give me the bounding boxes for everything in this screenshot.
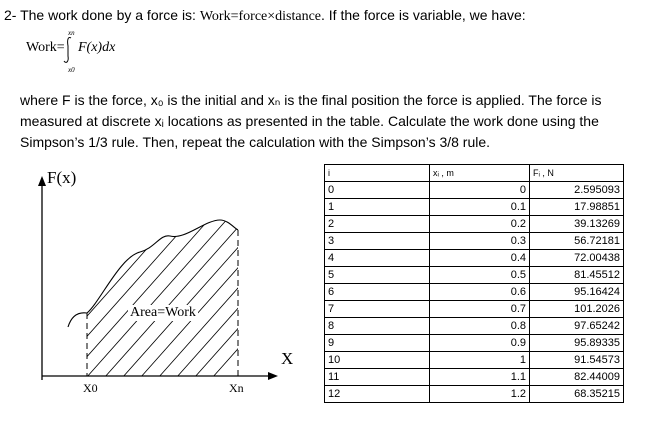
cell-x: 0.8 — [430, 318, 530, 335]
table-row — [325, 267, 624, 284]
table-row — [325, 199, 624, 216]
cell-i: 8 — [325, 318, 430, 335]
cell-x: 0.4 — [430, 250, 530, 267]
work-formula-inline: Work=force×distance — [199, 9, 322, 24]
cell-x: 0.2 — [430, 216, 530, 233]
x0-label: X0 — [83, 381, 98, 395]
cell-i: 9 — [325, 335, 430, 352]
cell-f: 82.44009 — [530, 369, 624, 386]
table-row — [325, 386, 624, 403]
problem-description: where F is the force, x₀ is the initial and xₙ is the final position the force is applied. The force is measured at discrete xᵢ locations as presented in the table. Calculate the work done using the Simpson’s 1/3 rule. Then, repeat the calculation with the Simpson’s 3/8 rule. — [20, 92, 602, 150]
y-axis-arrow-icon — [38, 176, 46, 186]
cell-i: 6 — [325, 284, 430, 301]
formula-lower-limit: x0 — [68, 66, 75, 74]
formula-lhs: Work= — [26, 40, 65, 55]
cell-f: 91.54573 — [530, 352, 624, 369]
cell-f: 101.2026 — [530, 301, 624, 318]
header-x: xᵢ , m — [430, 165, 530, 182]
cell-x: 0.3 — [430, 233, 530, 250]
area-label: Area=Work — [130, 305, 196, 320]
table-row — [325, 352, 624, 369]
table-row — [325, 233, 624, 250]
problem-lead: 2- The work done by a force is: — [4, 7, 200, 23]
cell-x: 1.2 — [430, 386, 530, 403]
cell-f: 56.72181 — [530, 233, 624, 250]
cell-x: 1.1 — [430, 369, 530, 386]
problem-statement — [4, 7, 526, 25]
cell-i: 7 — [325, 301, 430, 318]
cell-i: 0 — [325, 182, 430, 199]
cell-x: 0.7 — [430, 301, 530, 318]
table-row — [325, 216, 624, 233]
table-row — [325, 369, 624, 386]
cell-x: 0.6 — [430, 284, 530, 301]
cell-f: 2.595093 — [530, 182, 624, 199]
cell-f: 17.98851 — [530, 199, 624, 216]
cell-f: 72.00438 — [530, 250, 624, 267]
cell-i: 3 — [325, 233, 430, 250]
x-axis-label: X — [281, 349, 294, 368]
cell-i: 12 — [325, 386, 430, 403]
y-axis-label: F(x) — [47, 168, 77, 187]
integral-formula — [26, 28, 156, 78]
table-row — [325, 318, 624, 335]
table-header-row — [325, 165, 624, 182]
table-row — [325, 250, 624, 267]
table-body — [325, 182, 624, 403]
cell-i: 11 — [325, 369, 430, 386]
x-axis-arrow-icon — [268, 372, 278, 380]
cell-x: 0.5 — [430, 267, 530, 284]
cell-i: 5 — [325, 267, 430, 284]
cell-f: 39.13269 — [530, 216, 624, 233]
force-data-table — [324, 164, 624, 403]
area-under-curve-figure — [30, 162, 310, 402]
cell-f: 97.65242 — [530, 318, 624, 335]
cell-f: 95.16424 — [530, 284, 624, 301]
cell-f: 81.45512 — [530, 267, 624, 284]
formula-upper-limit: xn — [68, 29, 75, 37]
formula-integrand: F(x)dx — [78, 40, 116, 55]
header-i: i — [325, 165, 430, 182]
xn-label: Xn — [229, 381, 244, 395]
cell-x: 0 — [430, 182, 530, 199]
cell-i: 1 — [325, 199, 430, 216]
cell-i: 2 — [325, 216, 430, 233]
problem-tail: . If the force is variable, we have: — [321, 7, 526, 23]
cell-f: 68.35215 — [530, 386, 624, 403]
integral-sign-icon — [62, 36, 74, 64]
table-row — [325, 284, 624, 301]
table-row — [325, 182, 624, 199]
table-row — [325, 335, 624, 352]
cell-x: 1 — [430, 352, 530, 369]
cell-f: 95.89335 — [530, 335, 624, 352]
table-row — [325, 301, 624, 318]
cell-x: 0.1 — [430, 199, 530, 216]
cell-i: 10 — [325, 352, 430, 369]
cell-i: 4 — [325, 250, 430, 267]
cell-x: 0.9 — [430, 335, 530, 352]
header-f: Fᵢ , N — [530, 165, 624, 182]
